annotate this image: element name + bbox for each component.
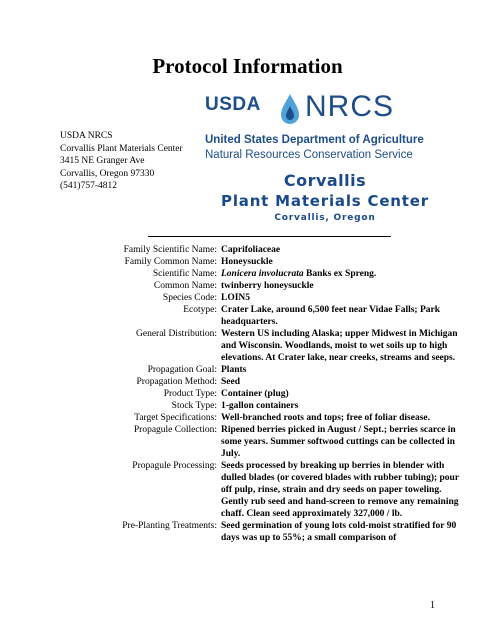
protocol-row <box>0 376 480 388</box>
field-label: Family Scientific Name: <box>123 245 217 255</box>
field-value: Well-branched roots and tops; free of foliar disease. <box>221 413 430 423</box>
department-name: United States Department of Agriculture <box>205 134 424 146</box>
field-label: Pre-Planting Treatments: <box>122 521 217 531</box>
field-label: Ecotype: <box>183 305 217 315</box>
center-city: Corvallis <box>283 171 367 190</box>
field-value: Container (plug) <box>221 389 289 399</box>
protocol-row <box>0 268 480 280</box>
field-value: Crater Lake, around 6,500 feet near Vidae Falls; Park headquarters. <box>221 305 441 327</box>
field-value: Seed germination of young lots cold-moist stratified for 90 days was up to 55%; a small comparison of <box>221 521 457 543</box>
protocol-row <box>0 280 480 292</box>
field-value: Plants <box>221 365 247 375</box>
protocol-row <box>0 460 480 520</box>
field-label: Species Code: <box>162 293 217 303</box>
protocol-row <box>0 244 480 256</box>
center-location: Corvallis, Oregon <box>274 213 376 223</box>
address-line: Corvallis, Oregon 97330 <box>60 168 155 179</box>
center-name-block <box>200 170 450 225</box>
author-citation: Banks ex Spreng. <box>303 269 377 279</box>
address-line: (541)757-4812 <box>60 181 117 191</box>
protocol-row <box>0 412 480 424</box>
field-value: Ripened berries picked in August / Sept.; berries scarce in some years. Summer softwood cuttings can be collected in July. <box>221 425 456 459</box>
protocol-row <box>0 400 480 412</box>
center-title: Plant Materials Center <box>221 192 429 210</box>
scientific-name-italic: Lonicera involucrata <box>221 269 304 279</box>
address-block <box>60 130 183 193</box>
page-number: 1 <box>430 600 435 611</box>
address-line: 3415 NE Granger Ave <box>60 156 145 166</box>
service-name: Natural Resources Conservation Service <box>205 149 413 161</box>
protocol-table <box>0 244 480 544</box>
water-drop-icon <box>278 92 302 128</box>
protocol-row <box>0 292 480 304</box>
protocol-row <box>0 388 480 400</box>
field-label: Common Name: <box>153 281 217 291</box>
field-label: Product Type: <box>163 389 217 399</box>
field-value: Seeds processed by breaking up berries in blender with dulled blades (or covered blades with rubber tubing); pour off pulp, rinse, strain and dry seeds on paper toweling. Gently rub seed and hand-screen to remove any remaining chaff. Clean seed approximately 327,000 / lb. <box>221 461 459 519</box>
field-value: LOIN5 <box>221 293 251 303</box>
field-value: Honeysuckle <box>221 257 273 267</box>
divider <box>148 236 391 237</box>
field-value: Western US including Alaska; upper Midwest in Michigan and Wisconsin. Woodlands, moist to wet soils up to high elevations. At Crater lake, near creeks, streams and seeps. <box>221 329 458 363</box>
field-label: Propagule Processing: <box>132 461 217 471</box>
protocol-row <box>0 256 480 268</box>
protocol-row <box>0 304 480 328</box>
field-label: Family Common Name: <box>124 257 217 267</box>
field-label: Stock Type: <box>171 401 217 411</box>
field-value: 1-gallon containers <box>221 401 299 411</box>
usda-logo-text: USDA <box>205 94 261 115</box>
field-value: Seed <box>221 377 240 387</box>
address-line: Corvallis Plant Materials Center <box>60 143 183 154</box>
nrcs-logo-text: NRCS <box>305 90 395 123</box>
protocol-row <box>0 424 480 460</box>
field-value: Caprifoliaceae <box>221 245 281 255</box>
field-label: Propagule Collection: <box>133 425 217 435</box>
usda-nrcs-logo <box>200 90 440 170</box>
protocol-row <box>0 520 480 544</box>
field-label: Scientific Name: <box>152 269 217 279</box>
protocol-row <box>0 364 480 376</box>
field-label: Propagation Goal: <box>147 365 217 375</box>
protocol-row <box>0 328 480 364</box>
field-label: Target Specifications: <box>134 413 217 423</box>
field-label: General Distribution: <box>136 329 217 339</box>
field-value: twinberry honeysuckle <box>221 281 314 291</box>
field-label: Propagation Method: <box>136 377 217 387</box>
page-title: Protocol Information <box>152 54 343 78</box>
field-value <box>221 268 461 280</box>
address-line: USDA NRCS <box>60 131 113 141</box>
